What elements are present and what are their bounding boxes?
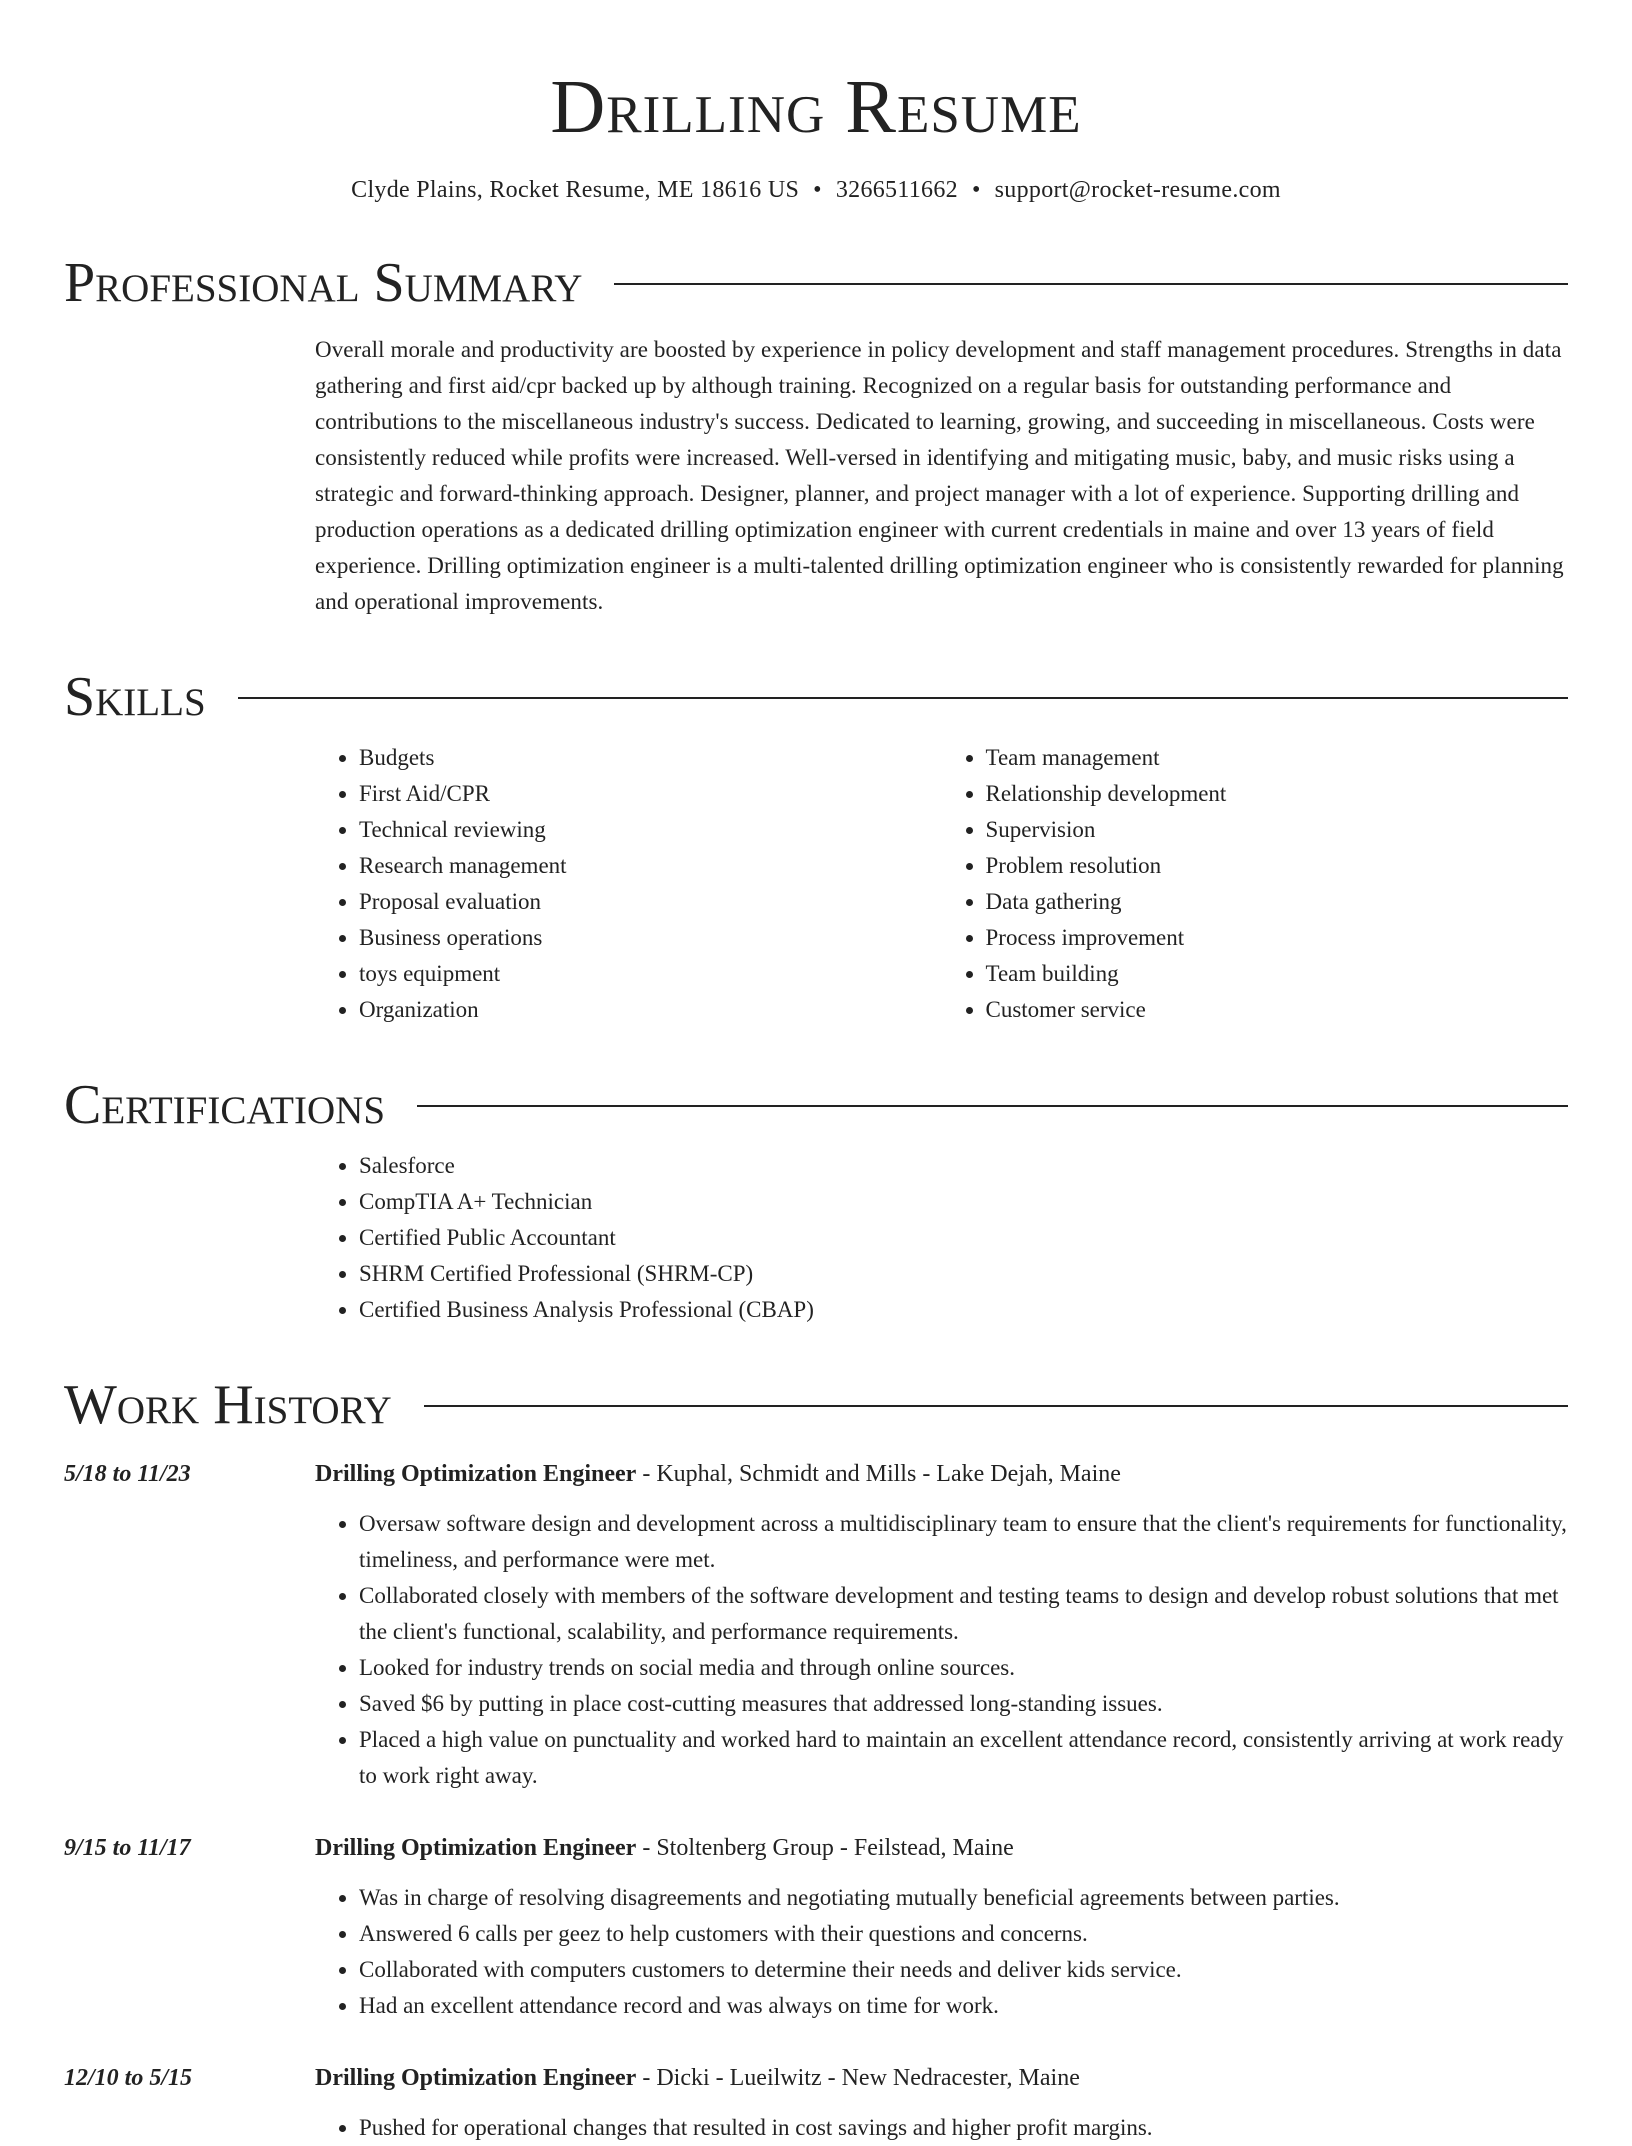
job-bullet: • Answered 6 calls per geez to help customers with their questions and concerns. — [359, 1916, 1568, 1952]
job-bullet: • Was in charge of resolving disagreements and negotiating mutually beneficial agreements between parties. — [359, 1880, 1568, 1916]
summary-section-header — [64, 252, 1568, 314]
job-bullet: • Looked for industry trends on social media and through online sources. — [359, 1650, 1568, 1686]
contact-line — [64, 174, 1568, 206]
certifications-heading: Certifications — [64, 1074, 386, 1136]
job-bullet: • Pushed for operational changes that resulted in cost savings and higher profit margins. — [359, 2110, 1568, 2146]
certification-item: • Certified Business Analysis Professional (CBAP) — [359, 1292, 1568, 1328]
job-title: Drilling Optimization Engineer — [315, 2065, 637, 2091]
job-bullets — [315, 2110, 1568, 2146]
skill-item: • Budgets — [359, 740, 942, 776]
skill-item: • Team building — [986, 956, 1569, 992]
skill-item: • Process improvement — [986, 920, 1569, 956]
summary-text: Overall morale and productivity are boosted by experience in policy development and staff management procedures. Strengths in data gathering and first aid/cpr backed up by although training. Recognized on a regular basis for outstanding performance and contributions to the miscellaneous industry's success. Dedicated to learning, growing, and succeeding in miscellaneous. Costs were consistently reduced while profits were increased. Well-versed in identifying and mitigating music, baby, and music risks using a strategic and forward-thinking approach. Designer, planner, and project manager with a lot of experience. Supporting drilling and production operations as a dedicated drilling optimization engineer with current credentials in maine and over 13 years of field experience. Drilling optimization engineer is a multi-talented drilling optimization engineer who is consistently rewarded for planning and operational improvements. — [315, 337, 1564, 614]
job-bullet: • Saved $6 by putting in place cost-cutting measures that addressed long-standing issues. — [359, 1686, 1568, 1722]
job-title: Drilling Optimization Engineer — [315, 1835, 637, 1861]
work-history-heading: Work History — [64, 1374, 392, 1436]
job-dates: 12/10 to 5/15 — [64, 2065, 193, 2091]
certifications-bullets — [315, 1148, 1568, 1328]
job-bullet: • Had an excellent attendance record and was always on time for work. — [359, 1988, 1568, 2024]
job-dates: 9/15 to 11/17 — [64, 1835, 191, 1861]
skill-item: • Business operations — [359, 920, 942, 956]
certifications-list — [315, 1148, 1568, 1328]
skill-item: • toys equipment — [359, 956, 942, 992]
job-entry — [64, 2060, 1568, 2146]
resume-name: Drilling Resume — [550, 65, 1082, 149]
skill-item: • Proposal evaluation — [359, 884, 942, 920]
section-divider — [424, 1405, 1568, 1407]
skill-item: • Problem resolution — [986, 848, 1569, 884]
skill-item: • Relationship development — [986, 776, 1569, 812]
certification-item: • Certified Public Accountant — [359, 1220, 1568, 1256]
section-divider — [417, 1105, 1568, 1107]
job-employer-location: - Stoltenberg Group - Feilstead, Maine — [636, 1835, 1014, 1861]
job-employer-location: - Kuphal, Schmidt and Mills - Lake Dejah, Maine — [636, 1461, 1121, 1487]
job-title: Drilling Optimization Engineer — [315, 1461, 637, 1487]
job-heading — [315, 1830, 1568, 1866]
contact-address: Clyde Plains, Rocket Resume, ME 18616 US — [351, 177, 800, 203]
section-divider — [238, 697, 1568, 699]
contact-email: support@rocket-resume.com — [994, 177, 1281, 203]
job-bullet: • Oversaw software design and development across a multidisciplinary team to ensure that the client's requirements for functionality, timeliness, and performance were met. — [359, 1506, 1568, 1578]
certification-item: • CompTIA A+ Technician — [359, 1184, 1568, 1220]
job-heading — [315, 2060, 1568, 2096]
job-details — [315, 2060, 1568, 2146]
skill-item: • Supervision — [986, 812, 1569, 848]
contact-separator: • — [813, 177, 822, 203]
section-divider — [614, 283, 1568, 285]
job-entry — [64, 1456, 1568, 1794]
job-bullet: • Placed a high value on punctuality and worked hard to maintain an excellent attendance record, consistently arriving at work ready to work right away. — [359, 1722, 1568, 1794]
work-history-section-header — [64, 1374, 1568, 1436]
skill-item: • First Aid/CPR — [359, 776, 942, 812]
skill-item: • Technical reviewing — [359, 812, 942, 848]
skill-item: • Team management — [986, 740, 1569, 776]
job-details — [315, 1830, 1568, 2024]
resume-page — [64, 0, 1568, 2146]
job-heading — [315, 1456, 1568, 1492]
skills-column-left — [315, 740, 942, 1028]
contact-phone: 3266511662 — [835, 177, 958, 203]
job-dates: 5/18 to 11/23 — [64, 1461, 191, 1487]
job-bullet: • Collaborated closely with members of the software development and testing teams to design and develop robust solutions that met the client's functional, scalability, and performance requirements. — [359, 1578, 1568, 1650]
skill-item: • Research management — [359, 848, 942, 884]
summary-heading: Professional Summary — [64, 252, 583, 314]
job-bullets — [315, 1880, 1568, 2024]
skills-section-header — [64, 666, 1568, 728]
job-bullets — [315, 1506, 1568, 1794]
certification-item: • Salesforce — [359, 1148, 1568, 1184]
job-details — [315, 1456, 1568, 1794]
job-employer-location: - Dicki - Lueilwitz - New Nedracester, Maine — [636, 2065, 1080, 2091]
skill-item: • Data gathering — [986, 884, 1569, 920]
certification-item: • SHRM Certified Professional (SHRM-CP) — [359, 1256, 1568, 1292]
skills-heading: Skills — [64, 666, 206, 728]
skills-list — [315, 740, 1568, 1028]
skill-item: • Organization — [359, 992, 942, 1028]
skill-item: • Customer service — [986, 992, 1569, 1028]
certifications-section-header — [64, 1074, 1568, 1136]
job-bullet: • Collaborated with computers customers to determine their needs and deliver kids service. — [359, 1952, 1568, 1988]
skills-column-right — [942, 740, 1569, 1028]
job-entry — [64, 1830, 1568, 2024]
contact-separator: • — [971, 177, 981, 203]
